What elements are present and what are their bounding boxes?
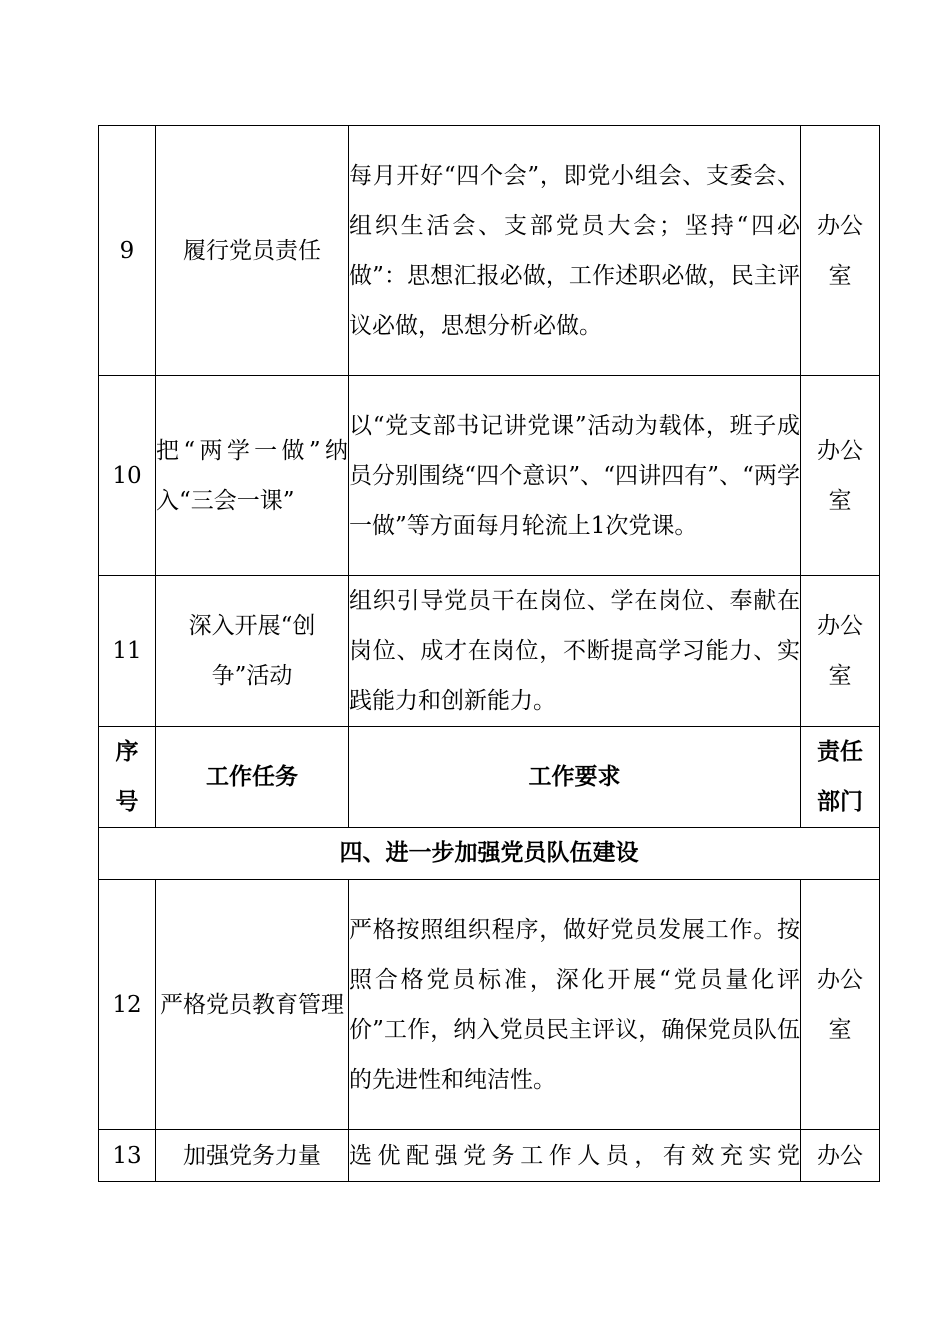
dept-text: 办公室: [817, 212, 863, 289]
row-number: 13: [99, 1130, 156, 1182]
row-dept: [801, 880, 880, 1130]
requirement-text: 严格按照组织程序，做好党员发展工作。按照合格党员标准，深化开展“党员量化评价”工作，纳入党员民主评议，确保党员队伍的先进性和纯洁性。: [349, 916, 800, 1093]
table-row: [99, 880, 880, 1130]
row-task: [156, 576, 349, 727]
table-row: [99, 376, 880, 576]
header-dept-text: 责任部门: [817, 739, 863, 815]
header-no: [99, 727, 156, 828]
header-no-text: 序号: [115, 739, 139, 815]
row-dept: [801, 576, 880, 727]
dept-text: 办公室: [817, 437, 863, 514]
row-task: [156, 880, 349, 1130]
row-requirement: [349, 1130, 801, 1182]
requirement-text: 以“党支部书记讲党课”活动为载体，班子成员分别围绕“四个意识”、“四讲四有”、“两学一做”等方面每月轮流上1次党课。: [349, 412, 800, 539]
section-title: 四、进一步加强党员队伍建设: [99, 828, 880, 880]
requirement-text: 组织引导党员干在岗位、学在岗位、奉献在岗位、成才在岗位，不断提高学习能力、实践能力和创新能力。: [349, 588, 800, 714]
task-text: 严格党员教育管理: [160, 991, 344, 1018]
header-requirement: 工作要求: [349, 727, 801, 828]
row-dept: [801, 126, 880, 376]
row-requirement: [349, 126, 801, 376]
task-text: 深入开展“创争”活动: [188, 613, 316, 689]
row-number: 9: [99, 126, 156, 376]
work-plan-table: [98, 125, 880, 1182]
row-requirement: [349, 576, 801, 727]
row-dept: [801, 376, 880, 576]
row-number: 10: [99, 376, 156, 576]
dept-text: 办公室: [817, 966, 863, 1043]
row-task: [156, 376, 349, 576]
table-row: [99, 126, 880, 376]
section-row: [99, 828, 880, 880]
requirement-text: 选优配强党务工作人员，有效充实党: [349, 1142, 800, 1169]
table-row: [99, 1130, 880, 1182]
requirement-text: 每月开好“四个会”，即党小组会、支委会、组织生活会、支部党员大会；坚持“四必做”：思想汇报必做，工作述职必做，民主评议必做，思想分析必做。: [349, 162, 800, 339]
header-task: 工作任务: [156, 727, 349, 828]
header-dept: [801, 727, 880, 828]
row-number: 11: [99, 576, 156, 727]
row-requirement: [349, 376, 801, 576]
dept-text: 办公室: [817, 613, 863, 689]
table-header-row: [99, 727, 880, 828]
row-task: 加强党务力量: [156, 1130, 349, 1182]
row-requirement: [349, 880, 801, 1130]
row-number: 12: [99, 880, 156, 1130]
row-task: 履行党员责任: [156, 126, 349, 376]
row-dept: 办公: [801, 1130, 880, 1182]
task-text: 把“两学一做”纳入“三会一课”: [156, 437, 348, 514]
table-row: [99, 576, 880, 727]
